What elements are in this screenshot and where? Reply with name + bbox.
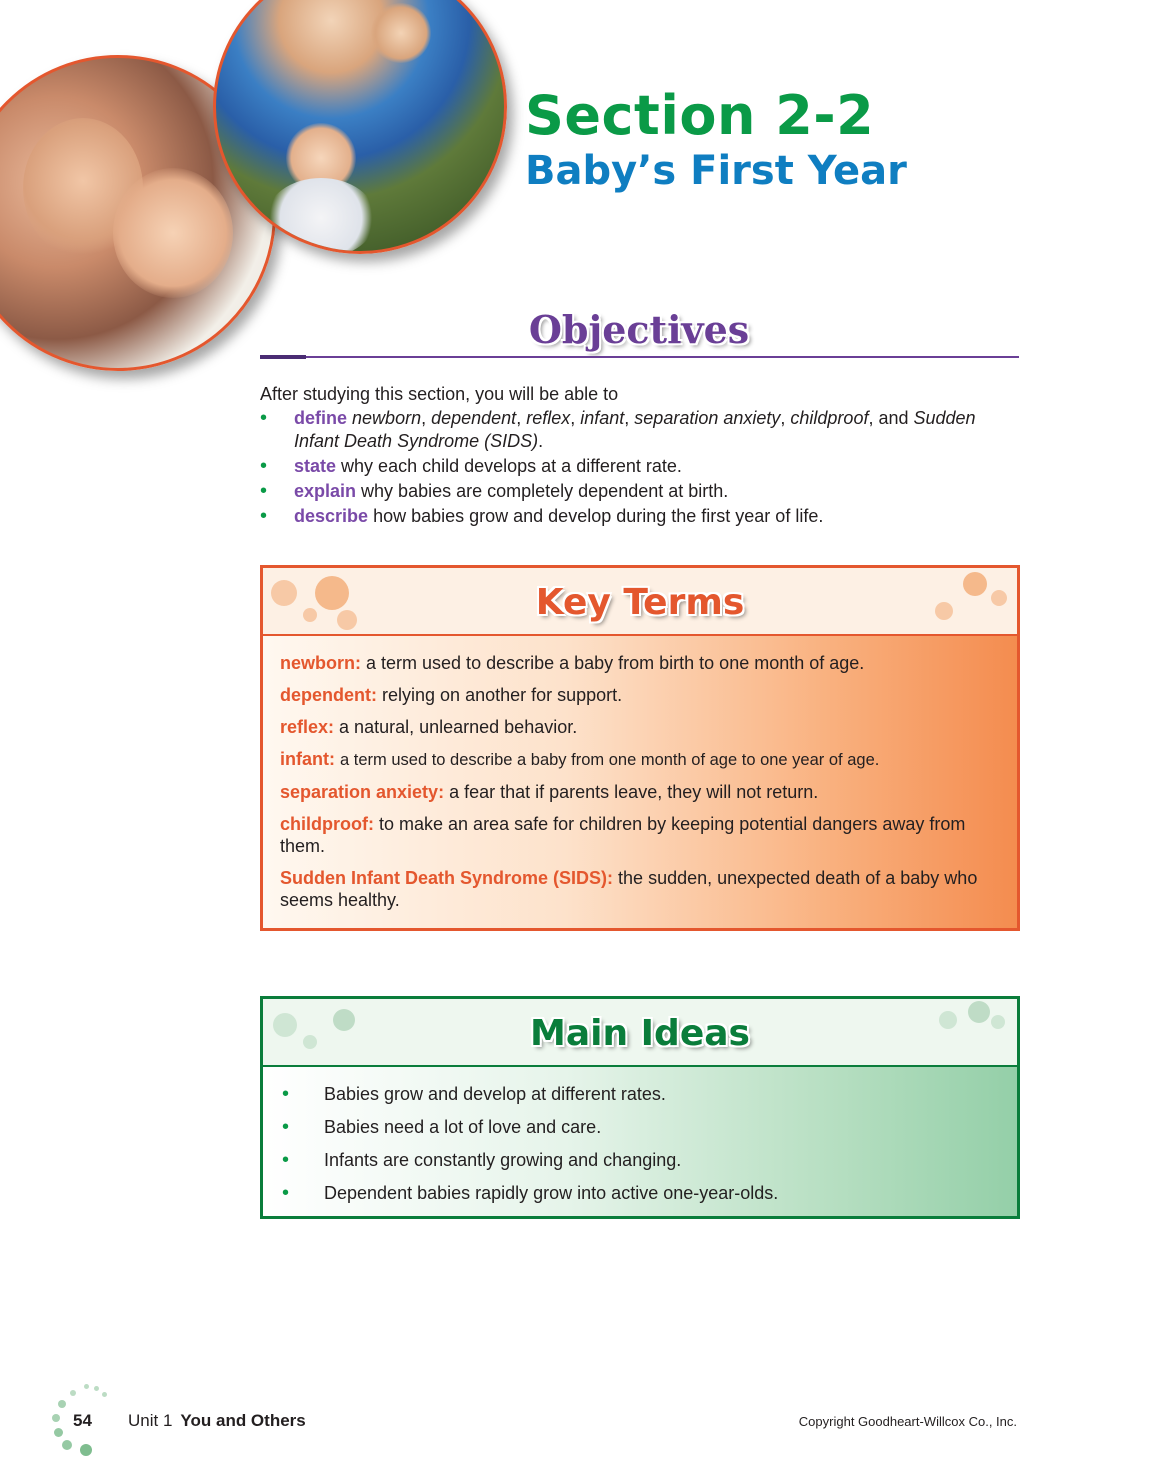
- objective-text: .: [538, 431, 544, 451]
- section-title: Baby’s First Year: [525, 148, 907, 194]
- key-term: infant:: [280, 749, 335, 769]
- objective-item: [260, 505, 1020, 528]
- objective-term: reflex: [526, 408, 571, 428]
- key-terms-header: [263, 568, 1017, 636]
- objective-verb: explain: [294, 481, 357, 501]
- key-term-definition: a fear that if parents leave, they will not return.: [449, 782, 819, 802]
- main-idea-text: Babies need a lot of love and care.: [324, 1117, 602, 1137]
- bullet-icon: •: [282, 1149, 290, 1171]
- objective-term: newborn: [352, 408, 422, 428]
- main-idea-item: [280, 1083, 1000, 1105]
- objective-text: ,: [421, 408, 432, 428]
- key-terms-box: [260, 565, 1020, 931]
- key-term: childproof:: [280, 814, 374, 834]
- main-idea-text: Babies grow and develop at different rates.: [324, 1084, 666, 1104]
- objective-term: infant: [580, 408, 625, 428]
- key-term-item: [280, 684, 1000, 706]
- objectives-intro: After studying this section, you will be able to: [260, 384, 619, 404]
- key-term-definition: a term used to describe a baby from one month of age to one year of age.: [340, 751, 880, 769]
- key-terms-list: [280, 652, 1000, 921]
- key-term-definition: a natural, unlearned behavior.: [339, 717, 578, 737]
- main-idea-text: Infants are constantly growing and changing.: [324, 1150, 682, 1170]
- bullet-icon: •: [282, 1083, 290, 1105]
- main-idea-item: [280, 1149, 1000, 1171]
- key-term-definition: the sudden, unexpected death of a baby who seems healthy.: [280, 868, 978, 910]
- objective-text: why babies are completely dependent at birth.: [361, 481, 729, 501]
- objectives-divider-accent: [260, 355, 306, 359]
- key-term: dependent:: [280, 685, 377, 705]
- key-term-item: [280, 748, 1000, 771]
- objective-verb: define: [294, 408, 348, 428]
- objective-text: ,: [516, 408, 527, 428]
- objective-term: separation anxiety: [634, 408, 781, 428]
- objective-term: childproof: [790, 408, 869, 428]
- unit-title: You and Others: [180, 1411, 306, 1430]
- key-term-definition: to make an area safe for children by keeping potential dangers away from them.: [280, 814, 966, 856]
- bullet-icon: •: [282, 1116, 290, 1138]
- main-idea-item: [280, 1116, 1000, 1138]
- main-idea-text: Dependent babies rapidly grow into active one-year-olds.: [324, 1183, 779, 1203]
- objective-text: ,: [780, 408, 791, 428]
- unit-label: Unit 1: [128, 1411, 173, 1430]
- objective-text: , and: [868, 408, 914, 428]
- objective-term: dependent: [431, 408, 517, 428]
- bullet-icon: •: [260, 455, 268, 477]
- objective-text: ,: [570, 408, 581, 428]
- objective-text: how babies grow and develop during the first year of life.: [373, 506, 824, 526]
- key-term: Sudden Infant Death Syndrome (SIDS):: [280, 868, 614, 888]
- key-term-item: [280, 781, 1000, 803]
- copyright-notice: Copyright Goodheart-Willcox Co., Inc.: [798, 1414, 1017, 1429]
- page-number: 54: [73, 1411, 92, 1430]
- bullet-icon: •: [260, 480, 268, 502]
- key-term-item: [280, 716, 1000, 738]
- key-term-definition: a term used to describe a baby from birth to one month of age.: [366, 653, 865, 673]
- objective-verb: state: [294, 456, 337, 476]
- main-ideas-box: [260, 996, 1020, 1219]
- section-number: Section 2-2: [525, 84, 875, 147]
- key-term-item: [280, 867, 1000, 911]
- objective-text: ,: [624, 408, 635, 428]
- main-idea-item: [280, 1182, 1000, 1204]
- bullet-icon: •: [260, 407, 268, 429]
- key-term: reflex:: [280, 717, 335, 737]
- key-term: newborn:: [280, 653, 361, 673]
- key-term-definition: relying on another for support.: [382, 685, 623, 705]
- objective-verb: describe: [294, 506, 369, 526]
- objective-item: [260, 480, 1020, 503]
- key-terms-heading: Key Terms: [535, 582, 745, 623]
- objective-item: [260, 455, 1020, 478]
- objectives-heading: Objectives: [528, 307, 750, 352]
- objective-term: Sudden Infant Death Syndrome (SIDS): [294, 408, 976, 451]
- main-ideas-header: [263, 999, 1017, 1067]
- objective-item: [260, 407, 1020, 453]
- main-ideas-heading: Main Ideas: [530, 1013, 750, 1054]
- main-ideas-list: [280, 1083, 1000, 1215]
- objectives-divider: [260, 356, 1019, 358]
- key-term-item: [280, 652, 1000, 674]
- bullet-icon: •: [260, 505, 268, 527]
- key-term-item: [280, 813, 1000, 857]
- footer-unit: [128, 1411, 306, 1431]
- objectives-list: [260, 407, 1020, 530]
- key-term: separation anxiety:: [280, 782, 445, 802]
- bullet-icon: •: [282, 1182, 290, 1204]
- objective-text: why each child develops at a different rate.: [341, 456, 682, 476]
